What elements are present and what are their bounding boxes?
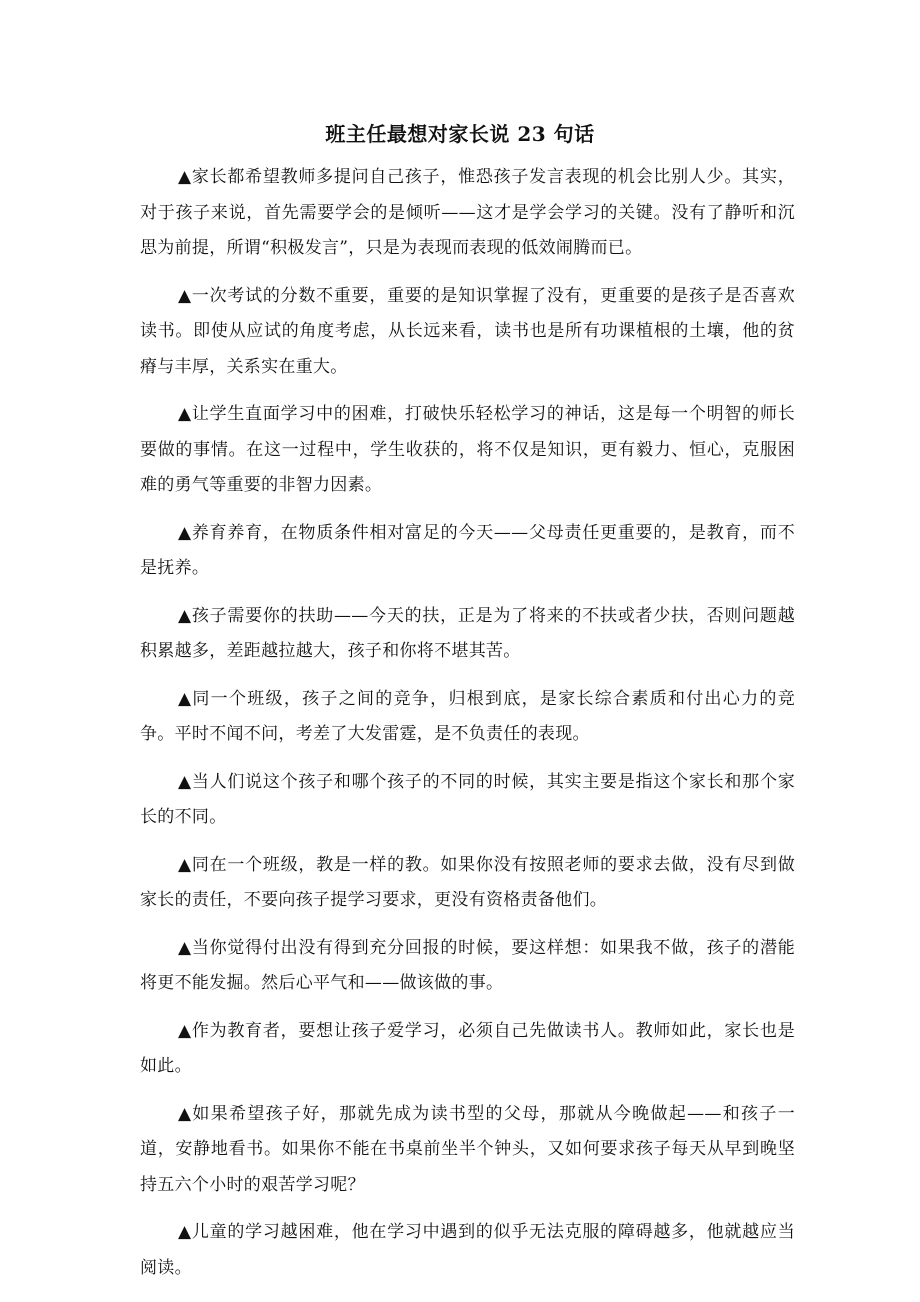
page-title: 班主任最想对家长说 23 句话 xyxy=(325,122,595,146)
document-body xyxy=(140,160,795,1298)
paragraph-11: ▲如果希望孩子好，那就先成为读书型的父母，那就从今晚做起——和孩子一道，安静地看书。如果你不能在书桌前坐半个钟头，又如何要求孩子每天从早到晚坚持五六个小时的艰苦学习呢？ xyxy=(140,1103,795,1195)
paragraph-1: ▲家长都希望教师多提问自己孩子，惟恐孩子发言表现的机会比别人少。其实，对于孩子来说，首先需要学会的是倾听——这才是学会学习的关键。没有了静听和沉思为前提，所谓“积极发言”，只是为表现而表现的低效闹腾而已。 xyxy=(140,167,795,258)
paragraph-12: ▲儿童的学习越困难，他在学习中遇到的似乎无法克服的障碍越多，他就越应当阅读。 xyxy=(140,1222,795,1278)
paragraph-7: ▲当人们说这个孩子和哪个孩子的不同的时候，其实主要是指这个家长和那个家长的不同。 xyxy=(140,771,795,827)
paragraph-5: ▲孩子需要你的扶助——今天的扶，正是为了将来的不扶或者少扶，否则问题越积累越多，差距越拉越大，孩子和你将不堪其苦。 xyxy=(140,605,795,661)
paragraph-9: ▲当你觉得付出没有得到充分回报的时候，要这样想：如果我不做，孩子的潜能将更不能发掘。然后心平气和——做该做的事。 xyxy=(140,937,795,993)
paragraph-2: ▲一次考试的分数不重要，重要的是知识掌握了没有，更重要的是孩子是否喜欢读书。即使从应试的角度考虑，从长远来看，读书也是所有功课植根的土壤，他的贫瘠与丰厚，关系实在重大。 xyxy=(140,285,795,377)
paragraph-3: ▲让学生直面学习中的困难，打破快乐轻松学习的神话，这是每一个明智的师长要做的事情。在这一过程中，学生收获的，将不仅是知识，更有毅力、恒心，克服困难的勇气等重要的非智力因素。 xyxy=(140,404,795,495)
paragraph-4: ▲养育养育，在物质条件相对富足的今天——父母责任更重要的，是教育，而不是抚养。 xyxy=(140,522,795,578)
paragraph-8: ▲同在一个班级，教是一样的教。如果你没有按照老师的要求去做，没有尽到做家长的责任，不要向孩子提学习要求，更没有资格责备他们。 xyxy=(140,854,795,910)
paragraph-6: ▲同一个班级，孩子之间的竞争，归根到底，是家长综合素质和付出心力的竞争。平时不闻不问，考差了大发雷霆，是不负责任的表现。 xyxy=(140,688,795,744)
paragraph-10: ▲作为教育者，要想让孩子爱学习，必须自己先做读书人。教师如此，家长也是如此。 xyxy=(140,1020,795,1076)
